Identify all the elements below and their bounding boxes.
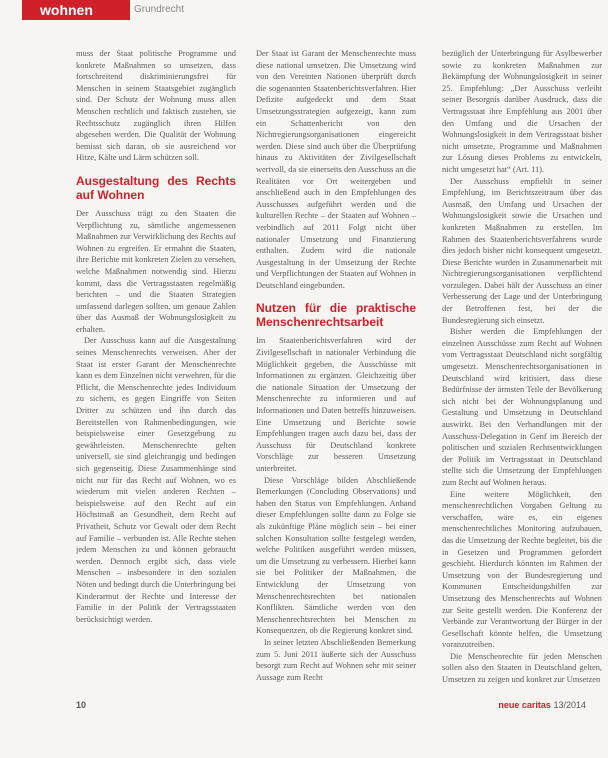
text-column-2	[256, 48, 416, 683]
body-paragraph: Bisher werden die Empfehlungen der einzelnen Ausschüsse zum Recht auf Wohnen vom Vertragsstaat Deutschland nicht sorgfältig umgesetzt. Menschenrechtsorganisationen in Deutschland wird kritisiert, dass diese Bedürfnisse der ärmsten Teile der Bevölkerung sich nicht bei der Wohnungsplanung und Gestaltung und Umsetzung in Deutschland auswirkt. Bei den Verhandlungen mit der Ausschuss-Delegation in Genf im Bereich der politischen und sozialen Rechtsentwicklungen der Politik im Vertragsstaat in Deutschland stellte sich die Umsetzung der Empfehlungen zum Recht auf Wohnen heraus.	[442, 327, 602, 487]
section-label: wohnen	[22, 0, 130, 20]
body-paragraph: Die Menschenrechte für jeden Menschen sollen also den Staaten in Deutschland gelten, Umsetzen zu zeigen und konkret zur Umsetzen	[442, 651, 602, 685]
text-column-3	[442, 48, 602, 686]
issue-number: 13/2014	[553, 700, 586, 710]
section-subtitle: Grundrecht	[134, 4, 185, 15]
page-number: 10	[76, 700, 87, 710]
publication-brand: neue caritas	[498, 700, 551, 710]
body-paragraph: bezüglich der Unterbringung für Asylbewerber sowie zu konkreten Maßnahmen zur Bekämpfung der Wohnungslosigkeit in seiner 25. Empfehlung: „Der Ausschuss verleiht seiner Besorgnis darüber Ausdruck, dass die Vertragsstaat ihre Empfehlung aus 2001 über den Umfang und die Ursachen der Wohnungslosigkeit in dem Vertragsstaat bisher nicht umsetzte, Programme und Maßnahmen zur Lösung dieses Problems zu entwickeln, nicht umgesetzt hat“ (Art. 11).	[442, 49, 602, 174]
body-paragraph: Eine weitere Möglichkeit, den menschenrechtlichen Vorgaben Geltung zu verschaffen, wäre es, ein eigenes menschenrechtliches Monitoring aufzubauen, das die Umsetzung der Rechte begleitet, bis die in Gesetzen und Programmen gefordert geschieht. Hierdurch könnten im Rahmen der Umsetzung von der Bundesregierung und Kommunen Entscheidungshilfen zur Umsetzung des Menschenrechts auf Wohnen zur Seite gestellt werden. Die Konferenz der Verbände zur Verantwortung der Bürger in der Gesellschaft könnte helfen, die Umsetzung voranzutreiben.	[442, 489, 602, 650]
text-column-1	[76, 48, 236, 625]
body-paragraph: Der Staat ist Garant der Menschenrechte muss diese national umsetzen. Die Umsetzung wird von den Vereinten Nationen überprüft durch die sogenannten Staatenberichtsverfahren. Hier Defizite aufgedeckt und dem Staat Umsetzungsstrategien aufgezeigt, kann zum ein Schattenbericht von den Nichtregierungsorganisationen eingereicht werden. Diese sind auch über die Überprüfung hinaus zu Aktivitäten der Zivilgesellschaft wertvoll, da sie einerseits den Ausschuss an die Realitäten vor Ort weitergeben und anschließend auch in den Empfehlungen des Ausschusses aufgeführt werden und die kulturellen Rechte – der Staaten auf Wohnen – verbindlich auf 2011 Folgt nicht über nationaler Umsetzung und Finanzierung enthalten. Zudem wird die nationale Ausgestaltung in der Umsetzung der Rechte und Verpflichtungen der Staaten auf Wohnen in Deutschland eingebunden.	[256, 49, 416, 290]
section-heading: Ausgestaltung des Rechts auf Wohnen	[76, 173, 236, 202]
page-footer	[76, 700, 586, 714]
section-header	[22, 0, 608, 20]
body-paragraph: Der Ausschuss empfiehlt in seiner Empfehlung, im Berichtszeitraum über das Ausmaß, den Umfang und Ursachen der Wohnungslosigkeit sowie die Ursachen und konkreten Maßnahmen zu erstellen. Im Rahmen des Staatenberichtsverfahrens wurde dies jedoch bisher nicht konsequent umgesetzt. Diese Berichte wurden in Zusammenarbeit mit Nichtregierungsorganisationen verpflichtend vorzulegen. Dabei hält der Ausschuss an einer Verbesserung der Lage und der Unterbringung der Betroffenen fest, bei der die Bundesregierung sich einsetzt.	[442, 176, 602, 325]
body-paragraph: Im Staatenberichtsverfahren wird der Zivilgesellschaft in nationaler Verbindung die Möglichkeit gegeben, die Ausschüsse mit Informationen zu ergänzen. Gleichzeitig über die nationale Situation der Umsetzung der Menschenrechte zu informieren und auf Informationen und Daten betreffs hinzuweisen. Eine Umsetzung und Berichte sowie Empfehlungen tragen auch dazu bei, dass der Ausschuss für Deutschland konkrete Vorschläge zur besseren Umsetzung unterbreitet.	[256, 336, 416, 473]
body-paragraph: muss der Staat politische Programme und konkrete Maßnahmen so umsetzen, dass fortschreitend diskriminierungsfrei für Menschen in seinem Staatsgebiet zugänglich sind. Der Schutz der Wohnung muss allen Menschen rechtlich und faktisch zustehen, sie Rechtsschutz zugänglich ihren Hilfen abgesehen werden. Die Qualität der Wohnung bemisst sich daran, ob sie ausreichend vor Hitze, Kälte und Lärm schützen soll.	[76, 49, 236, 163]
body-paragraph: Der Ausschuss kann auf die Ausgestaltung seines Menschenrechts verweisen. Aber der Staat ist erster Garant der Menschenrechte kann es dem Einzelnen nicht verwehren, für die Pflicht, die Menschenrechte jedes Individuum zu sichern, es gegen Eingriffe von Seiten Dritter zu schützen und ihn durch das Bereitstellen von Rahmenbedingungen, wie beispielsweise einer Gesetzgebung zu gewährleisten. Menschenrechte gelten universell, sie sind gleichrangig und bedingen sich gegenseitig. Diese Zusammenhänge sind nicht nur für das Recht auf Wohnen, wo es wiederum mit vielen anderen Rechten – beispielsweise auf den Recht auf ein Höchstmaß an Gesundheit, dem Recht auf Privatheit, Schutz vor Gewalt oder dem Recht auf Familie – verbunden ist. Alle Rechte stehen jedem Menschen zu und können gebraucht werden. Dennoch ergibt sich, dass viele Menschen – insbesondere in den sozialen Nöten und bedingt durch die Unterbringung bei Kinderarmut der Rechte und Interesse der Familie in der Politik der Vertragsstaaten berücksichtigt werden.	[76, 336, 236, 624]
body-paragraph: Diese Vorschläge bilden Abschließende Bemerkungen (Concluding Observations) und haben den Status von Empfehlungen. Anhand dieser Empfehlungen sollte dann zu Folge sie als zukünftige Pläne möglich sein – bei einer solchen Konsultation sollte festgelegt werden, welche Politiken ausgeführt werden müssen, um die Umsetzung zu verbessern. Hierbei kann sie bei Politiker der Maßnahmen, die Entwicklung der Umsetzung von Menschenrechtsrechten bei nationalen Konflikten. Sämtliche werden von den Menschenrechtsrechten bei Menschen zu Konsequenzen, ob die Regierung konkret sind.	[256, 475, 416, 636]
section-heading: Nutzen für die praktische Menschenrechtsarbeit	[256, 301, 416, 330]
body-paragraph: In seiner letzten Abschließenden Bemerkung zum 5. Juni 2011 äußerte sich der Ausschuss besorgt zum Recht auf Wohnen sehr mit seiner Aussage zum Recht	[256, 637, 416, 682]
body-paragraph: Der Ausschuss trägt zu den Staaten die Verpflichtung zu, sämtliche angemessenen Maßnahmen zur Verwirklichung des Rechts auf Wohnen zu ergreifen. Er ermahnt die Staaten, ihre Berichte mit konkreten Zielen zu versehen, welche Maßnahmen notwendig sind. Hierzu kommt, dass die Vertragsstaaten regelmäßig berichten – und die Staaten Strategien umfassend darlegen sollten, um genaue Zahlen über das Ausmaß der Wohnungslosigkeit zu erhalten.	[76, 208, 236, 334]
publication-info	[498, 700, 586, 710]
